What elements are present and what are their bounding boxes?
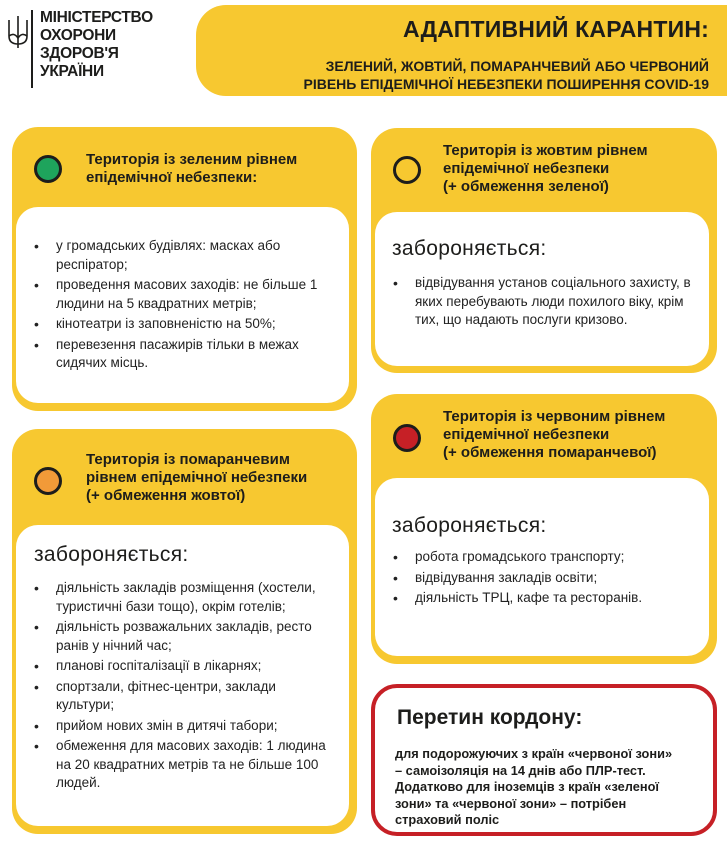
list-item: • у громадських будівлях: масках або респіратор; <box>28 237 328 274</box>
page-subtitle: ЗЕЛЕНИЙ, ЖОВТИЙ, ПОМАРАНЧЕВИЙ АБО ЧЕРВОНИЙ РІВЕНЬ ЕПІДЕМІЧНОЇ НЕБЕЗПЕКИ ПОШИРЕННЯ COVID-19 <box>303 58 709 92</box>
logo-divider <box>31 10 33 88</box>
border-crossing-text: для подорожуючих з країн «червоної зони» – самоізоляція на 14 днів або ПЛР-тест. Додатково для іноземців з країн «зеленої зони» та «червоної зони» – потрібен страховий поліс <box>395 746 673 827</box>
list-item: • відвідування установ соціального захисту, в яких перебувають люди похилого віку, крім тих, що надають послуги кризово. <box>387 274 693 330</box>
red-dot-icon <box>393 424 421 452</box>
orange-zone-title: Територія із помаранчевим рівнем епідемічної небезпеки (+ обмеження жовтої) <box>86 451 308 504</box>
yellow-zone-list <box>387 274 693 332</box>
green-dot-icon <box>34 155 62 183</box>
orange-zone-body <box>16 525 349 826</box>
list-item: • робота громадського транспорту; <box>387 548 693 567</box>
yellow-dot-icon <box>393 156 421 184</box>
red-zone-list <box>387 548 693 610</box>
yellow-zone-body <box>375 212 709 366</box>
list-item: • планові госпіталізації в лікарнях; <box>28 657 334 676</box>
list-item: • діяльність розважальних закладів, ресто ранів у нічний час; <box>28 618 334 655</box>
list-item: • спортзали, фітнес-центри, заклади культури; <box>28 678 334 715</box>
green-zone-body <box>16 207 349 403</box>
list-item: • кінотеатри із заповненістю на 50%; <box>28 315 328 334</box>
list-item: • діяльність ТРЦ, кафе та ресторанів. <box>387 589 693 608</box>
green-zone-title: Територія із зеленим рівнем епідемічної небезпеки: <box>86 151 298 186</box>
red-zone-body <box>375 478 709 656</box>
red-zone-title: Територія із червоним рівнем епідемічної небезпеки (+ обмеження помаранчевої) <box>443 408 666 461</box>
red-forbid-heading: забороняється: <box>392 514 547 537</box>
list-item: • відвідування закладів освіти; <box>387 569 693 588</box>
page-title: АДАПТИВНИЙ КАРАНТИН: <box>403 16 709 42</box>
orange-zone-card <box>12 429 357 834</box>
orange-forbid-heading: забороняється: <box>34 543 189 566</box>
orange-dot-icon <box>34 467 62 495</box>
border-crossing-card <box>371 684 717 836</box>
trident-logo-icon <box>6 14 30 50</box>
list-item: • перевезення пасажирів тільки в межах сидячих місць. <box>28 336 328 373</box>
list-item: • прийом нових змін в дитячі табори; <box>28 717 334 736</box>
yellow-zone-card <box>371 128 717 373</box>
orange-zone-list <box>28 579 334 795</box>
list-item: • обмеження для масових заходів: 1 людина на 20 квадратних метрів та не більше 100 людей. <box>28 737 334 793</box>
ministry-name: МІНІСТЕРСТВО ОХОРОНИ ЗДОРОВ'Я УКРАЇНИ <box>40 9 153 80</box>
border-crossing-title: Перетин кордону: <box>397 706 583 729</box>
header-banner <box>196 5 727 96</box>
list-item: • проведення масових заходів: не більше 1 людини на 5 квадратних метрів; <box>28 276 328 313</box>
red-zone-card <box>371 394 717 664</box>
yellow-forbid-heading: забороняється: <box>392 237 547 260</box>
green-zone-list <box>28 237 328 375</box>
list-item: • діяльність закладів розміщення (хостели, туристичні бази тощо), окрім готелів; <box>28 579 334 616</box>
yellow-zone-title: Територія із жовтим рівнем епідемічної небезпеки (+ обмеження зеленої) <box>443 142 648 195</box>
green-zone-card <box>12 127 357 411</box>
